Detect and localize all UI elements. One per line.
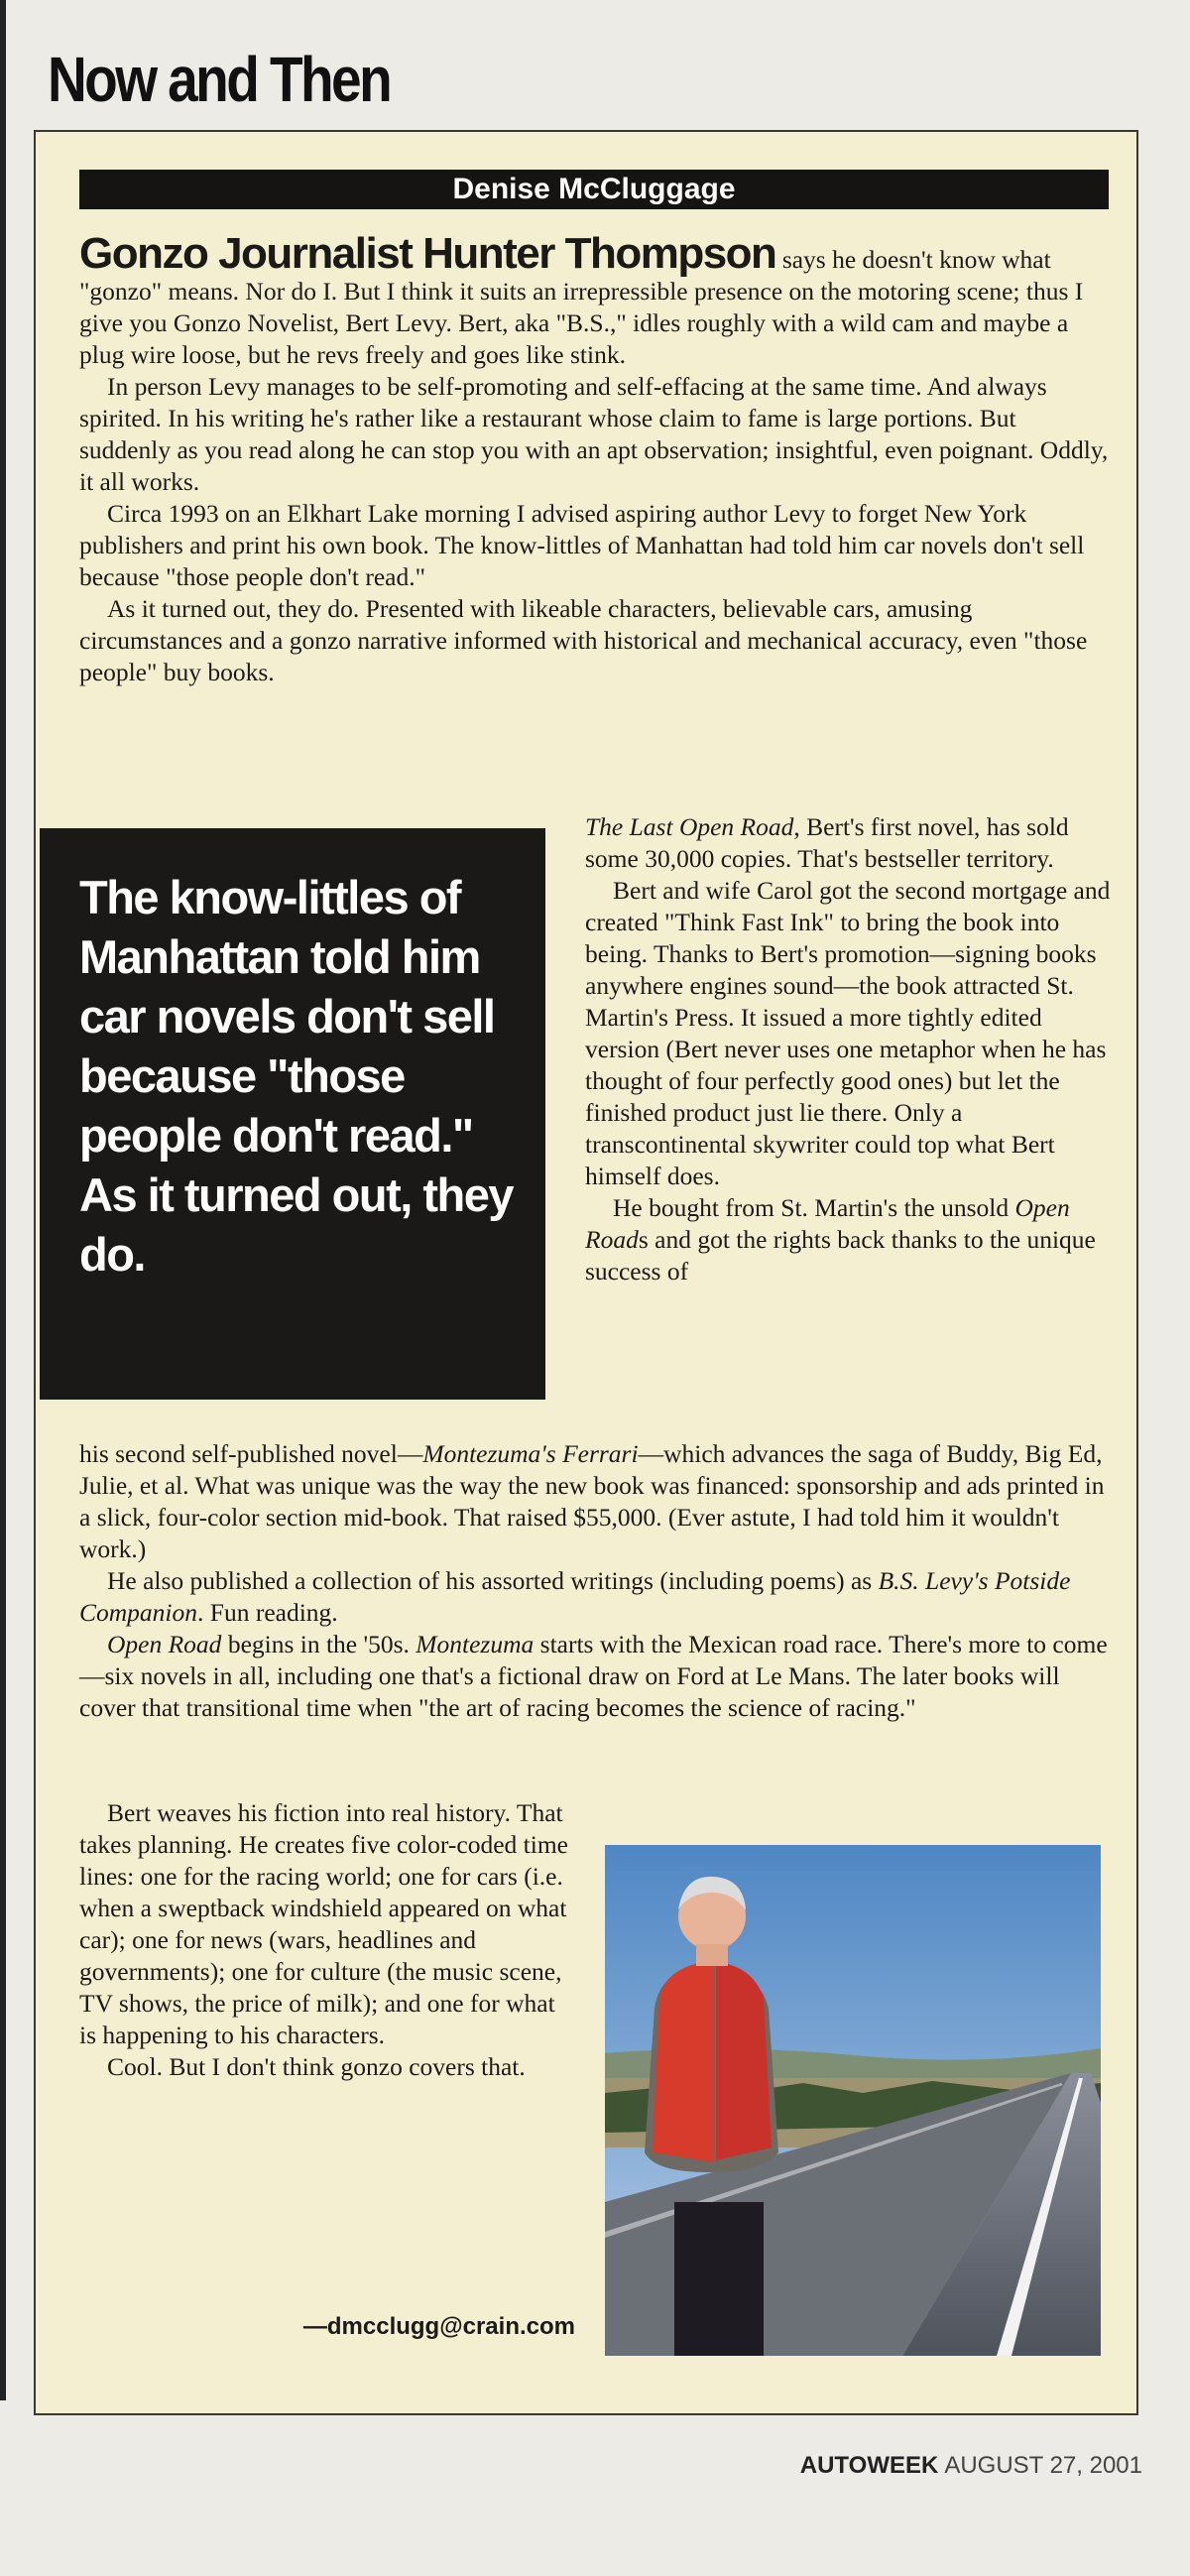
paragraph: Gonzo Journalist Hunter Thompson says he doesn't know what "gonzo" means. Nor do I. But I think it suits an irrepressible presence on the motoring scene; thus I give you Gonzo Novelist, Bert Levy. Bert, aka "B.S.," idles roughly with a wild cam and maybe a plug wire loose, but he revs freely and goes like stink. <box>79 229 1084 369</box>
paragraph: In person Levy manages to be self-promoting and self-effacing at the same time. And always spirited. In his writing he's rather like a restaurant whose claim to fame is large portions. But suddenly as you read along he can stop you with an apt observation; insightful, even poignant. Oddly, it all works. <box>79 372 1109 496</box>
pull-quote: The know-littles of Manhattan told him car novels don't sell because "those people don't read." As it turned out, they do. <box>40 828 545 1400</box>
lead-kicker: Gonzo Journalist Hunter Thompson <box>79 229 776 278</box>
page-edge-shadow <box>0 0 6 2400</box>
article-closing <box>79 1797 575 2083</box>
paragraph: Bert weaves his fiction into real history. That takes planning. He creates five color-coded time lines: one for the racing world; one for cars (i.e. when a sweptback windshield appeared on what car); one for news (wars, headlines and governments); one for culture (the music scene, TV shows, the price of milk); and one for what is happening to his characters. <box>79 1798 568 2049</box>
book-title: The Last Open Road <box>585 812 794 841</box>
paragraph: Circa 1993 on an Elkhart Lake morning I advised aspiring author Levy to forget New York publishers and print his own book. The know-littles of Manhattan had told him car novels don't sell because "those people don't read." <box>79 499 1085 591</box>
book-title: Open Road <box>585 1193 1070 1254</box>
paragraph: He bought from St. Martin's the unsold Open Roads and got the rights back thanks to the unique success of <box>585 1193 1096 1286</box>
paragraph: Cool. But I don't think gonzo covers that. <box>107 2052 526 2081</box>
column-title: Now and Then <box>48 44 391 115</box>
book-title: Montezuma <box>416 1630 535 1658</box>
author-email-signature: —dmcclugg@crain.com <box>302 2313 575 2340</box>
paragraph: his second self-published novel—Montezuma's Ferrari—which advances the saga of Buddy, Big Ed, Julie, et al. What was unique was the way the new book was financed: sponsorship and ads printed in a slick, four-color section mid-book. That raised $55,000. (Ever astute, I had told him it wouldn't work.) <box>79 1439 1105 1563</box>
article-body <box>79 1438 1109 1724</box>
author-photo <box>605 1845 1101 2356</box>
paragraph: He also published a collection of his assorted writings (including poems) as B.S. Levy's Potside Companion. Fun reading. <box>79 1566 1071 1627</box>
author-name: Denise McCluggage <box>452 173 736 205</box>
publication-name: AUTOWEEK <box>799 2452 939 2479</box>
publication-footer <box>800 2452 1142 2480</box>
issue-date: AUGUST 27, 2001 <box>944 2452 1142 2479</box>
paragraph: Bert and wife Carol got the second mortgage and created "Think Fast Ink" to bring the book into being. Thanks to Bert's promotion—signing books anywhere engines sound—the book attracted St. Martin's Press. It issued a more tightly edited version (Bert never uses one metaphor when he has thought of four perfectly good ones) but let the finished product just lie there. Only a transcontinental skywriter could top what Bert himself does. <box>585 876 1111 1190</box>
article-right-column <box>585 811 1111 1288</box>
book-title: Montezuma's Ferrari <box>422 1439 639 1468</box>
book-title: Open Road <box>107 1630 222 1658</box>
paragraph: As it turned out, they do. Presented with likeable characters, believable cars, amusing circumstances and a gonzo narrative informed with historical and mechanical accuracy, even "those people" buy books. <box>79 594 1088 686</box>
article-lead <box>79 229 1109 688</box>
author-byline-bar <box>79 170 1109 209</box>
paragraph: The Last Open Road, Bert's first novel, has sold some 30,000 copies. That's bestseller territory. <box>585 812 1069 873</box>
book-title: B.S. Levy's Potside Companion <box>79 1566 1071 1627</box>
road-portrait-image <box>605 1845 1101 2356</box>
paragraph: Open Road begins in the '50s. Montezuma starts with the Mexican road race. There's more to come—six novels in all, including one that's a fictional draw on Ford at Le Mans. The later books will cover that transitional time when "the art of racing becomes the science of racing." <box>79 1630 1108 1722</box>
